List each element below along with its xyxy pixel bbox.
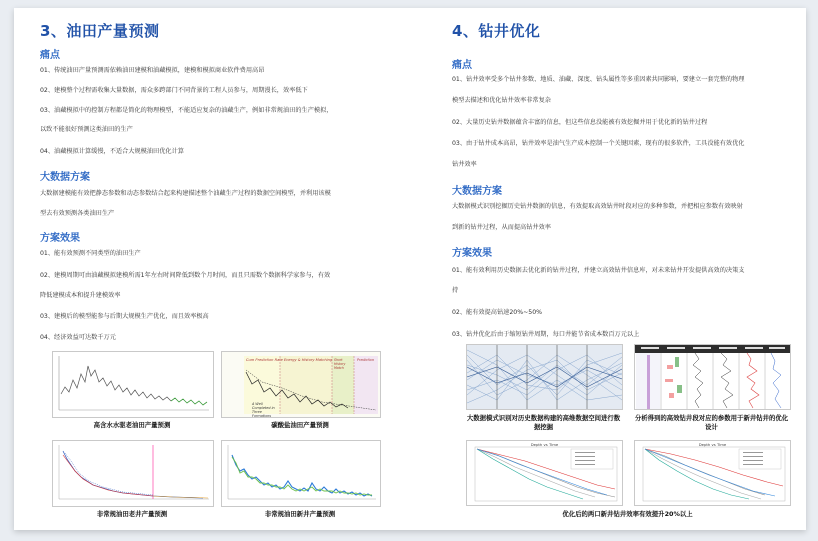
pain-heading-left: 痛点	[40, 50, 60, 61]
pain-line-left-2: 02、建模整个过程需收集大量数据，需众多跨部门不同背景的工程人员参与，周期漫长，效率低下	[40, 87, 308, 94]
effect-heading-right: 方案效果	[452, 248, 492, 259]
depth-time-b-header: Depth vs Time	[698, 442, 727, 447]
effect-line-right-4: 03、钻井优化后由于缩短钻井周期，每口井能节省成本数百万元以上	[452, 331, 640, 338]
caption-carbonate: 碳酸盐油田产量预测	[271, 421, 329, 429]
depth-time-a-header: Depth vs Time	[530, 442, 559, 447]
pain-line-right-3: 02、大量历史钻井数据蕴含丰富的信息，但这些信息没能被有效挖掘并用于优化新的钻井过程	[452, 119, 708, 126]
bigdata-line-left-2: 型去有效预测各类油田生产	[40, 210, 115, 217]
bigdata-line-left-1: 大数据建模能有效把静态参数和动态参数结合起来构建描述整个油藏生产过程的数据空间模型，并利用该模	[40, 190, 331, 197]
carbonate-note: A Well Completed in Three Formations	[252, 402, 275, 418]
carbonate-panel-1: Cum Prediction Rate	[246, 358, 283, 362]
caption-waterflood: 高含水水驱老油田产量预测	[93, 421, 171, 429]
figure-unconventional-old-wells	[52, 440, 214, 507]
caption-new-wells: 非常规油田新井产量预测	[264, 510, 336, 518]
figure-parallel-coordinates	[466, 344, 623, 410]
caption-old-wells: 非常规油田老井产量预测	[96, 510, 168, 518]
bigdata-heading-right: 大数据方案	[452, 186, 502, 197]
bigdata-line-right-2: 到新的钻井过程，从而提高钻井效率	[452, 224, 551, 231]
document-page	[14, 8, 806, 530]
effect-line-left-3: 降低建模成本和提升建模效率	[40, 292, 121, 299]
pain-heading-right: 痛点	[452, 60, 472, 71]
bigdata-heading-left: 大数据方案	[40, 172, 90, 183]
figure-depth-time-a	[466, 440, 623, 506]
pain-line-right-1: 01、钻井效率受多个钻井参数、地质、油藏、深度、钻头属性等多重因素共同影响，要建立一套完整的物理	[452, 76, 745, 83]
pain-line-right-5: 钻井效率	[452, 161, 477, 168]
effect-line-left-5: 04、经济效益可达数千万元	[40, 334, 116, 341]
section-title-drilling: 4、钻井优化	[452, 22, 541, 40]
effect-line-right-3: 02、能有效提高钻速20%~50%	[452, 309, 543, 316]
caption-well-log: 分析得到的高效钻井段对应的参数用于新井钻井的优化设计	[634, 414, 789, 431]
carbonate-panel-3: Short History Match	[334, 358, 346, 370]
figure-unconventional-new-wells	[221, 440, 381, 507]
figure-waterflood-production	[52, 351, 214, 418]
effect-line-right-2: 持	[452, 287, 459, 294]
carbonate-panel-2: Energy & History Matching	[284, 358, 333, 362]
bigdata-line-right-1: 大数据模式识别挖掘历史钻井数据的信息，有效提取高效钻井时段对应的多种参数，并把相应参数有效映射	[452, 203, 743, 210]
pain-line-right-2: 模型去描述和优化钻井效率非常复杂	[452, 97, 551, 104]
pain-line-left-4: 以致不能很好预测这类油田的生产	[40, 126, 133, 133]
effect-line-left-1: 01、能有效预测不同类型的油田生产	[40, 250, 141, 257]
caption-new-wells-efficiency: 优化后的两口新井钻井效率有效提升20%以上	[562, 510, 693, 518]
pain-line-left-5: 04、油藏模拟计算缓慢，不适合大规模油田优化计算	[40, 148, 184, 155]
pain-line-right-4: 03、由于钻井成本高昂，钻井效率是油气生产成本控制一个关键因素，现有的很多软件，工具没能有效优化	[452, 140, 745, 147]
effect-line-right-1: 01、能有效利用历史数据去优化新的钻井过程，并建立高效钻井信息库，对未来钻井开发提供高效的决策支	[452, 267, 745, 274]
section-title-production: 3、油田产量预测	[40, 22, 160, 40]
figure-well-log	[634, 344, 791, 410]
carbonate-panel-4: Prediction	[357, 358, 374, 362]
figure-carbonate-production	[221, 351, 381, 418]
effect-line-left-2: 02、建模周期可由油藏模拟建模所需1年左右时间降低到数个月时间，而且只需数个数据科学家参与，有效	[40, 272, 331, 279]
effect-line-left-4: 03、建模后的模型能参与后期大规模生产优化，而且效率极高	[40, 313, 209, 320]
caption-parallel-coordinates: 大数据模式识别对历史数据构建的高维数据空间进行数据挖掘	[466, 414, 621, 431]
figure-depth-time-b	[634, 440, 791, 506]
effect-heading-left: 方案效果	[40, 233, 80, 244]
pain-line-left-1: 01、传统油田产量预测需依赖油田建模和油藏模拟，建模和模拟商业软件费用高昂	[40, 67, 265, 74]
pain-line-left-3: 03、油藏模拟中的控制方程都是简化的物理模型，不能适应复杂的油藏生产，例如非常规油田的生产模拟，	[40, 107, 333, 114]
